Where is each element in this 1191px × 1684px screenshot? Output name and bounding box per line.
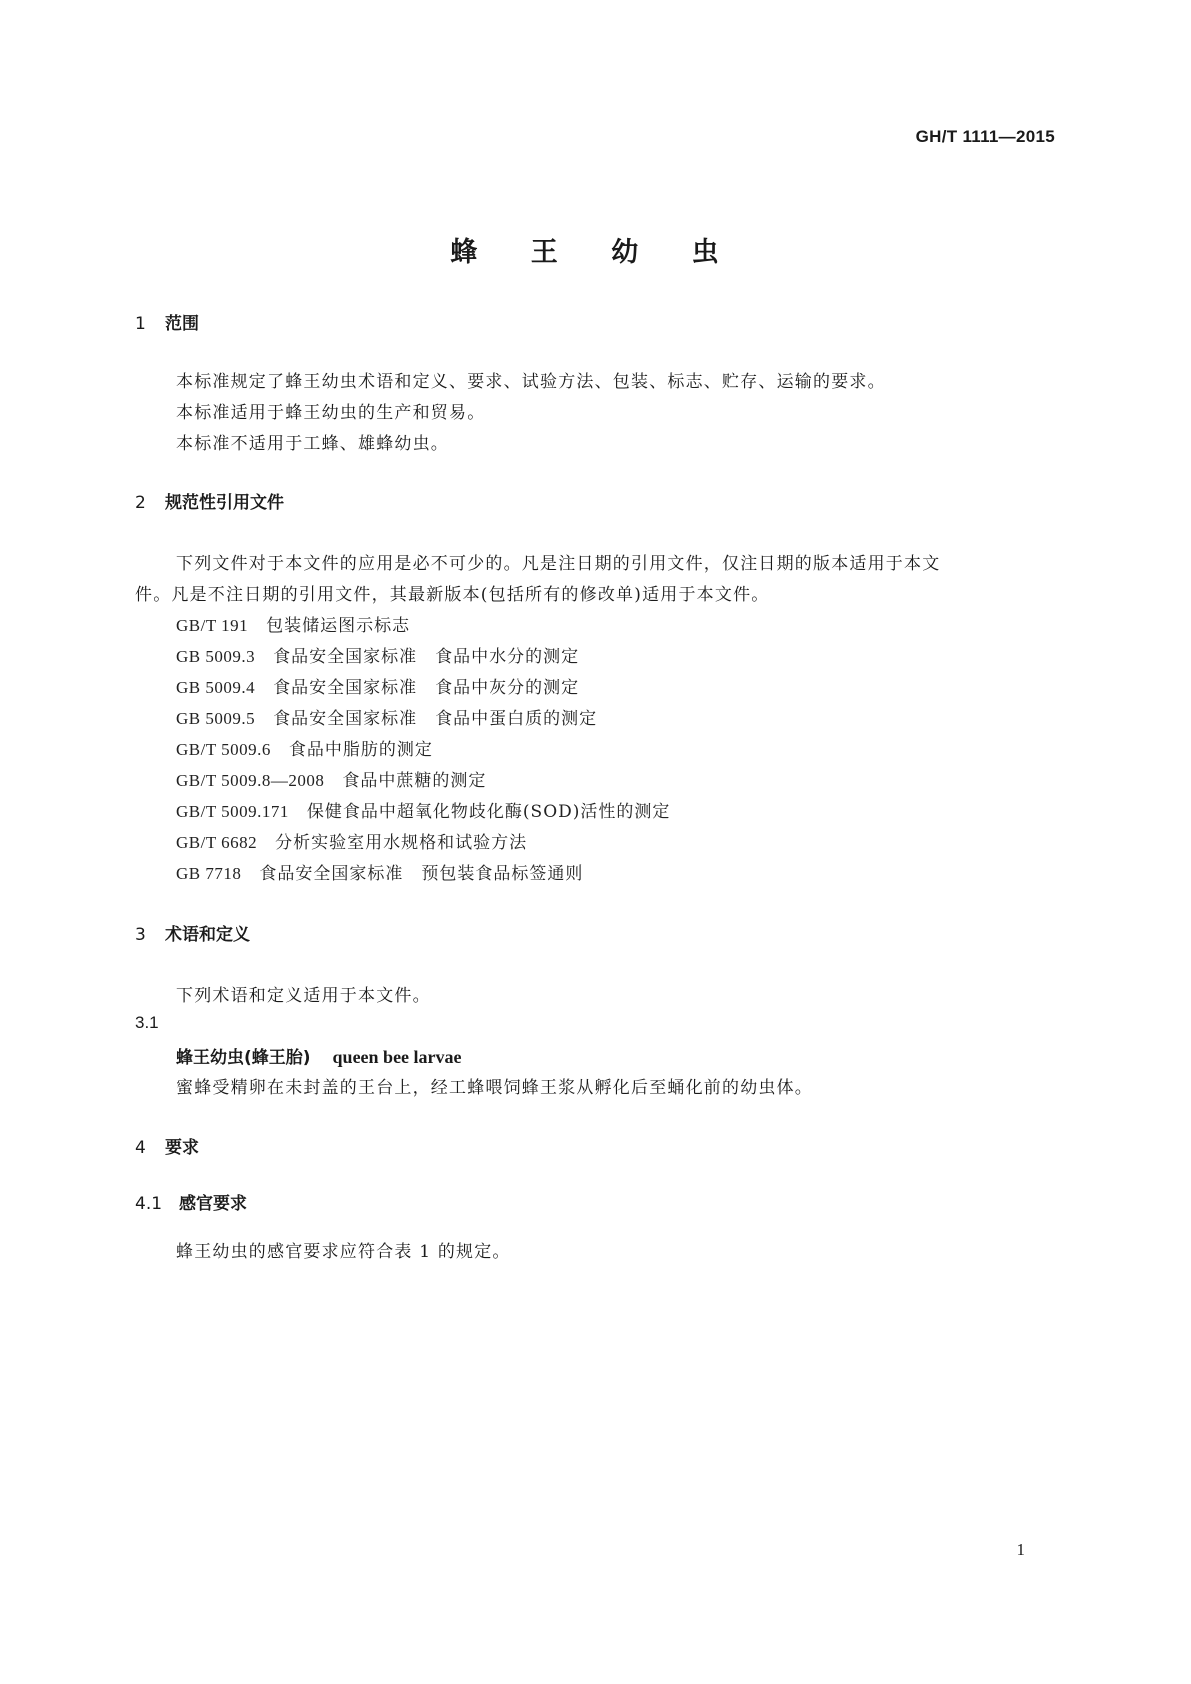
reference-code: GB/T 6682 bbox=[176, 833, 258, 852]
reference-title: 食品安全国家标准 食品中蛋白质的测定 bbox=[273, 709, 598, 729]
reference-title: 食品中脂肪的测定 bbox=[288, 740, 433, 760]
references-intro-line-1: 下列文件对于本文件的应用是必不可少的。凡是注日期的引用文件，仅注日期的版本适用于本文 bbox=[176, 554, 941, 574]
section-3-heading bbox=[135, 920, 250, 945]
reference-item bbox=[176, 642, 579, 667]
reference-code: GB/T 5009.8—2008 bbox=[176, 771, 325, 790]
reference-title: 食品安全国家标准 食品中灰分的测定 bbox=[273, 678, 580, 698]
standard-code-header: GH/T 1111—2015 bbox=[915, 127, 1055, 146]
section-number: 1 bbox=[135, 314, 146, 334]
reference-code: GB 5009.3 bbox=[176, 647, 256, 666]
term-definition: 蜜蜂受精卵在未封盖的王台上，经工蜂喂饲蜂王浆从孵化后至蛹化前的幼虫体。 bbox=[176, 1078, 813, 1098]
page-number: 1 bbox=[1016, 1540, 1025, 1559]
section-number: 4 bbox=[135, 1138, 146, 1158]
reference-item bbox=[176, 673, 579, 698]
reference-code: GB 7718 bbox=[176, 864, 242, 883]
reference-title: 食品中蔗糖的测定 bbox=[342, 771, 487, 791]
scope-paragraph-2: 本标准适用于蜂王幼虫的生产和贸易。 bbox=[176, 403, 486, 423]
terms-intro: 下列术语和定义适用于本文件。 bbox=[176, 986, 431, 1006]
document-title: 蜂 王 幼 虫 bbox=[450, 237, 741, 268]
reference-title: 食品安全国家标准 预包装食品标签通则 bbox=[259, 864, 584, 884]
subsection-number: 4.1 bbox=[135, 1194, 163, 1214]
section-number: 3 bbox=[135, 925, 146, 945]
section-title: 范围 bbox=[165, 314, 199, 334]
subsection-4-1-heading bbox=[135, 1189, 247, 1214]
reference-item bbox=[176, 735, 433, 760]
term-entry bbox=[176, 1043, 462, 1068]
sensory-requirement-text: 蜂王幼虫的感官要求应符合表 1 的规定。 bbox=[176, 1242, 511, 1262]
reference-item bbox=[176, 704, 597, 729]
reference-item bbox=[176, 766, 486, 791]
reference-item bbox=[176, 859, 583, 884]
reference-item bbox=[176, 797, 670, 822]
section-1-heading bbox=[135, 309, 199, 334]
references-intro-line-2: 件。凡是不注日期的引用文件，其最新版本(包括所有的修改单)适用于本文件。 bbox=[135, 585, 770, 605]
reference-title: 保健食品中超氧化物歧化酶(SOD)活性的测定 bbox=[306, 802, 671, 822]
section-title: 规范性引用文件 bbox=[165, 493, 284, 513]
clause-number: 3.1 bbox=[135, 1013, 159, 1032]
reference-title: 食品安全国家标准 食品中水分的测定 bbox=[273, 647, 580, 667]
section-4-heading bbox=[135, 1133, 199, 1158]
reference-code: GB/T 5009.6 bbox=[176, 740, 271, 759]
reference-code: GB 5009.5 bbox=[176, 709, 256, 728]
reference-code: GB 5009.4 bbox=[176, 678, 256, 697]
scope-paragraph-1: 本标准规定了蜂王幼虫术语和定义、要求、试验方法、包装、标志、贮存、运输的要求。 bbox=[176, 372, 886, 392]
reference-code: GB/T 5009.171 bbox=[176, 802, 289, 821]
section-number: 2 bbox=[135, 493, 146, 513]
scope-paragraph-3: 本标准不适用于工蜂、雄蜂幼虫。 bbox=[176, 434, 449, 454]
reference-code: GB/T 191 bbox=[176, 616, 249, 635]
reference-item bbox=[176, 828, 527, 853]
reference-item bbox=[176, 611, 410, 636]
section-title: 术语和定义 bbox=[165, 925, 250, 945]
section-title: 要求 bbox=[165, 1138, 199, 1158]
term-chinese: 蜂王幼虫(蜂王胎) bbox=[176, 1048, 311, 1068]
reference-title: 包装储运图示标志 bbox=[266, 616, 411, 636]
section-2-heading bbox=[135, 488, 284, 513]
subsection-title: 感官要求 bbox=[179, 1194, 247, 1214]
term-english: queen bee larvae bbox=[332, 1047, 462, 1067]
reference-title: 分析实验室用水规格和试验方法 bbox=[275, 833, 528, 853]
